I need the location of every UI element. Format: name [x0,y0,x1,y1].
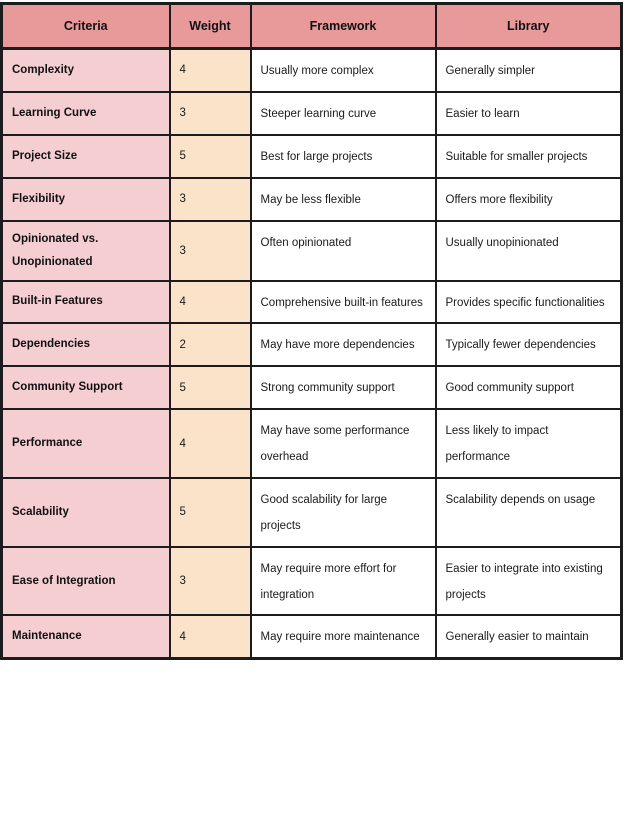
table-row [2,409,622,478]
cell-weight: 5 [170,366,251,409]
table-row [2,366,622,409]
table-header [2,4,622,49]
cell-weight: 3 [170,221,251,281]
cell-framework: Often opinionated [251,221,436,281]
cell-criteria: Built-in Features [2,281,170,324]
column-header-criteria: Criteria [2,4,170,49]
column-header-weight: Weight [170,4,251,49]
table-row [2,478,622,547]
table-body [2,49,622,659]
comparison-table-container [0,2,627,825]
cell-framework: May require more effort for integration [251,547,436,616]
cell-weight: 2 [170,323,251,366]
cell-library: Provides specific functionalities [436,281,622,324]
cell-framework: Steeper learning curve [251,92,436,135]
column-header-library: Library [436,4,622,49]
table-row [2,547,622,616]
cell-criteria: Community Support [2,366,170,409]
cell-library: Scalability depends on usage [436,478,622,547]
cell-library: Usually unopinionated [436,221,622,281]
cell-framework: Usually more complex [251,49,436,92]
table-row [2,323,622,366]
cell-weight: 5 [170,135,251,178]
cell-framework: Strong community support [251,366,436,409]
cell-framework: May require more maintenance [251,615,436,658]
cell-weight: 3 [170,178,251,221]
cell-library: Generally simpler [436,49,622,92]
cell-criteria: Dependencies [2,323,170,366]
cell-criteria: Complexity [2,49,170,92]
cell-weight: 4 [170,615,251,658]
cell-framework: May be less flexible [251,178,436,221]
cell-weight: 3 [170,92,251,135]
cell-weight: 5 [170,478,251,547]
cell-criteria: Performance [2,409,170,478]
column-header-framework: Framework [251,4,436,49]
cell-framework: May have more dependencies [251,323,436,366]
cell-criteria: Learning Curve [2,92,170,135]
cell-weight: 4 [170,281,251,324]
cell-library: Easier to integrate into existing projects [436,547,622,616]
cell-library: Offers more flexibility [436,178,622,221]
cell-library: Easier to learn [436,92,622,135]
table-row [2,178,622,221]
table-row [2,92,622,135]
cell-weight: 3 [170,547,251,616]
table-header-row [2,4,622,49]
cell-framework: May have some performance overhead [251,409,436,478]
cell-criteria: Scalability [2,478,170,547]
cell-criteria: Opinionated vs. Unopinionated [2,221,170,281]
cell-weight: 4 [170,49,251,92]
cell-criteria: Project Size [2,135,170,178]
table-row [2,221,622,281]
table-row [2,49,622,92]
table-row [2,615,622,658]
table-row [2,281,622,324]
cell-criteria: Flexibility [2,178,170,221]
cell-criteria: Maintenance [2,615,170,658]
cell-library: Good community support [436,366,622,409]
cell-framework: Best for large projects [251,135,436,178]
cell-library: Typically fewer dependencies [436,323,622,366]
cell-weight: 4 [170,409,251,478]
table-row [2,135,622,178]
framework-vs-library-comparison-table [0,2,623,660]
cell-library: Generally easier to maintain [436,615,622,658]
cell-framework: Comprehensive built-in features [251,281,436,324]
cell-criteria: Ease of Integration [2,547,170,616]
cell-library: Suitable for smaller projects [436,135,622,178]
cell-framework: Good scalability for large projects [251,478,436,547]
cell-library: Less likely to impact performance [436,409,622,478]
